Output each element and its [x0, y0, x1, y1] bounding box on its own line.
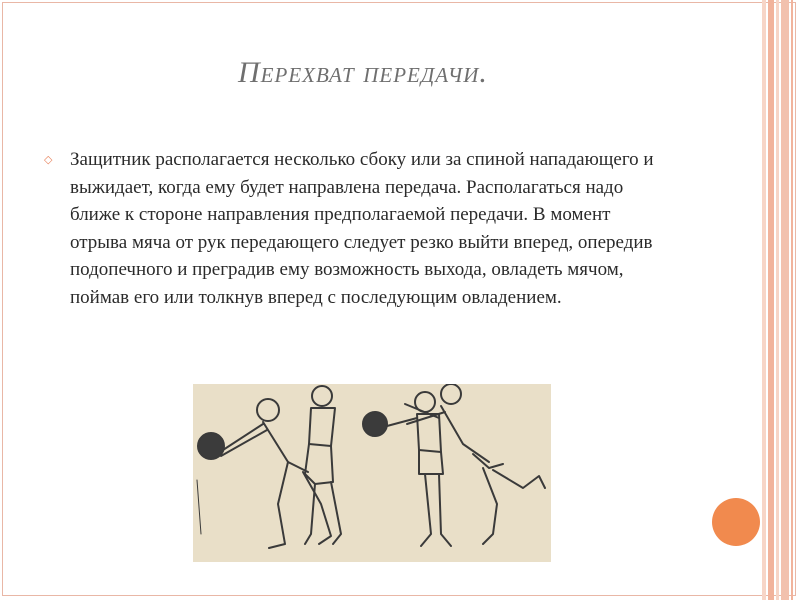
slide-title: Перехват передачи.	[238, 56, 488, 89]
ball-2	[363, 412, 387, 436]
orange-circle-decoration	[712, 498, 760, 546]
decor-stripe	[791, 0, 793, 600]
decor-stripe	[768, 0, 774, 600]
decor-stripe	[762, 0, 766, 600]
decor-stripe	[776, 0, 779, 600]
ball-1	[198, 433, 224, 459]
bullet-diamond-icon: ◇	[44, 154, 53, 166]
player-1-head	[257, 399, 279, 421]
decor-stripe	[781, 0, 789, 600]
player-2-head	[312, 386, 332, 406]
illustration-players	[193, 384, 551, 562]
bullet-paragraph: Защитник располагается несколько сбоку или за спиной нападающего и выжидает, когда ему будет направлена передача. Располагаться надо ближе к стороне направления предполагаемой передачи. В момент отрыва мяча от рук передающего следует резко выйти вперед, опередив подопечного и преградив ему возможность выхода, овладеть мячом, поймав его или толкнув вперед с последующим овладением.	[70, 149, 654, 308]
players-drawing	[193, 384, 551, 562]
player-4-head	[441, 384, 461, 404]
